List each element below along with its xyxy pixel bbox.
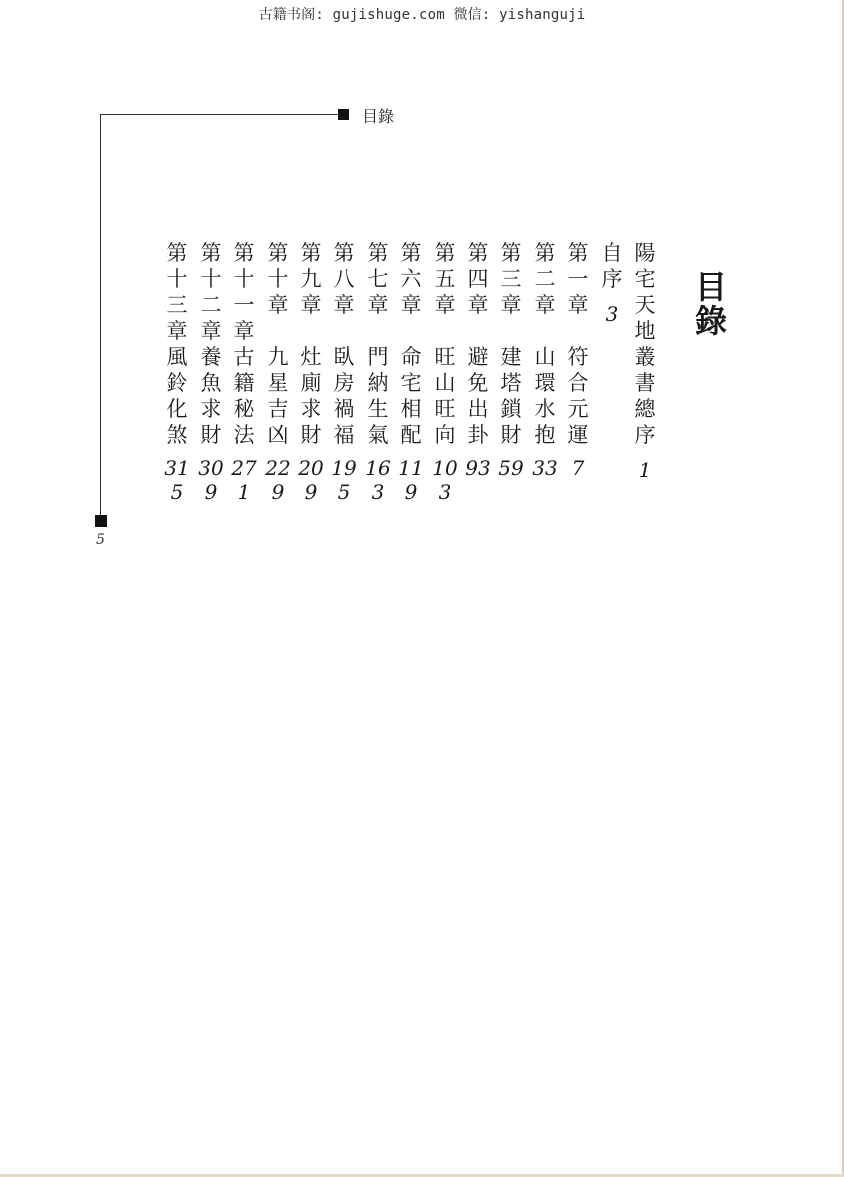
toc-page-number: 119 — [398, 456, 424, 504]
toc-entry — [431, 240, 459, 504]
toc-chapter-label: 第九章 — [300, 241, 322, 317]
toc-entry-title: 門納生氣 — [367, 345, 389, 447]
toc-chapter-label: 第十一章 — [233, 241, 255, 343]
toc-chapter-label: 第三章 — [500, 241, 522, 317]
toc-chapter-label: 第八章 — [333, 241, 355, 317]
bracket-square-bottom — [95, 515, 107, 527]
toc-page-number: 103 — [432, 456, 458, 504]
toc-chapter-label: 第七章 — [367, 241, 389, 317]
toc-page-number: 163 — [365, 456, 391, 504]
toc-page-number: 209 — [298, 456, 324, 504]
toc-entry-title: 符合元運 — [567, 345, 589, 447]
toc-page-number: 195 — [331, 456, 357, 504]
toc-entry — [163, 240, 191, 504]
toc-entry-title: 命宅相配 — [400, 345, 422, 447]
toc-entry-title: 古籍秘法 — [233, 345, 255, 447]
bracket-top-line — [100, 114, 338, 115]
toc-page-number: 59 — [498, 456, 524, 480]
toc-page-number: 93 — [465, 456, 491, 480]
toc-page-number: 271 — [231, 456, 257, 504]
toc-entry — [631, 240, 659, 482]
toc-entry-title: 風鈴化煞 — [166, 345, 188, 447]
toc-entry-title: 建塔鎖財 — [500, 345, 522, 447]
toc-page-number: 315 — [164, 456, 190, 504]
toc-entry — [564, 240, 592, 480]
toc-chapter-label: 第二章 — [534, 241, 556, 317]
toc-entry-title: 山環水抱 — [534, 345, 556, 447]
toc-chapter-label: 第十二章 — [200, 241, 222, 343]
toc-chapter-label: 第六章 — [400, 241, 422, 317]
toc-entry-title: 陽宅天地叢書總序 — [634, 241, 656, 447]
toc-chapter-label: 第一章 — [567, 241, 589, 317]
toc-entry — [264, 240, 292, 504]
page-number: 5 — [96, 532, 105, 548]
page-title: 目錄 — [690, 270, 728, 338]
toc-chapter-label: 第五章 — [434, 241, 456, 317]
toc-chapter-label: 第四章 — [467, 241, 489, 317]
toc-page-number: 7 — [571, 456, 585, 480]
toc-entry-title: 避免出卦 — [467, 345, 489, 447]
toc-entry — [464, 240, 492, 480]
toc-page-number: 229 — [265, 456, 291, 504]
watermark-text: 古籍书阁: gujishuge.com 微信: yishanguji — [258, 7, 586, 23]
toc-entry-title: 旺山旺向 — [434, 345, 456, 447]
toc-entry — [531, 240, 559, 480]
toc-page-number: 3 — [605, 302, 619, 326]
toc-entry-title: 灶廁求財 — [300, 345, 322, 447]
toc-entry-title: 養魚求財 — [200, 345, 222, 447]
toc-entry — [364, 240, 392, 504]
toc-entry — [297, 240, 325, 504]
toc-page-number: 309 — [198, 456, 224, 504]
toc-entry — [230, 240, 258, 504]
toc-entry-title: 九星吉凶 — [267, 345, 289, 447]
toc-entry-title: 自序 — [601, 241, 623, 291]
toc-entry — [497, 240, 525, 480]
toc-entry — [330, 240, 358, 504]
running-header: 目錄 — [362, 107, 395, 126]
toc-chapter-label: 第十三章 — [166, 241, 188, 343]
toc-entry — [598, 240, 626, 326]
bracket-square-top — [338, 109, 349, 120]
toc-page-number: 1 — [638, 458, 652, 482]
toc-entry — [397, 240, 425, 504]
toc-entry — [197, 240, 225, 504]
toc-chapter-label: 第十章 — [267, 241, 289, 317]
toc-page-number: 33 — [532, 456, 558, 480]
bracket-left-line — [100, 114, 101, 520]
toc-entry-title: 臥房禍福 — [333, 345, 355, 447]
